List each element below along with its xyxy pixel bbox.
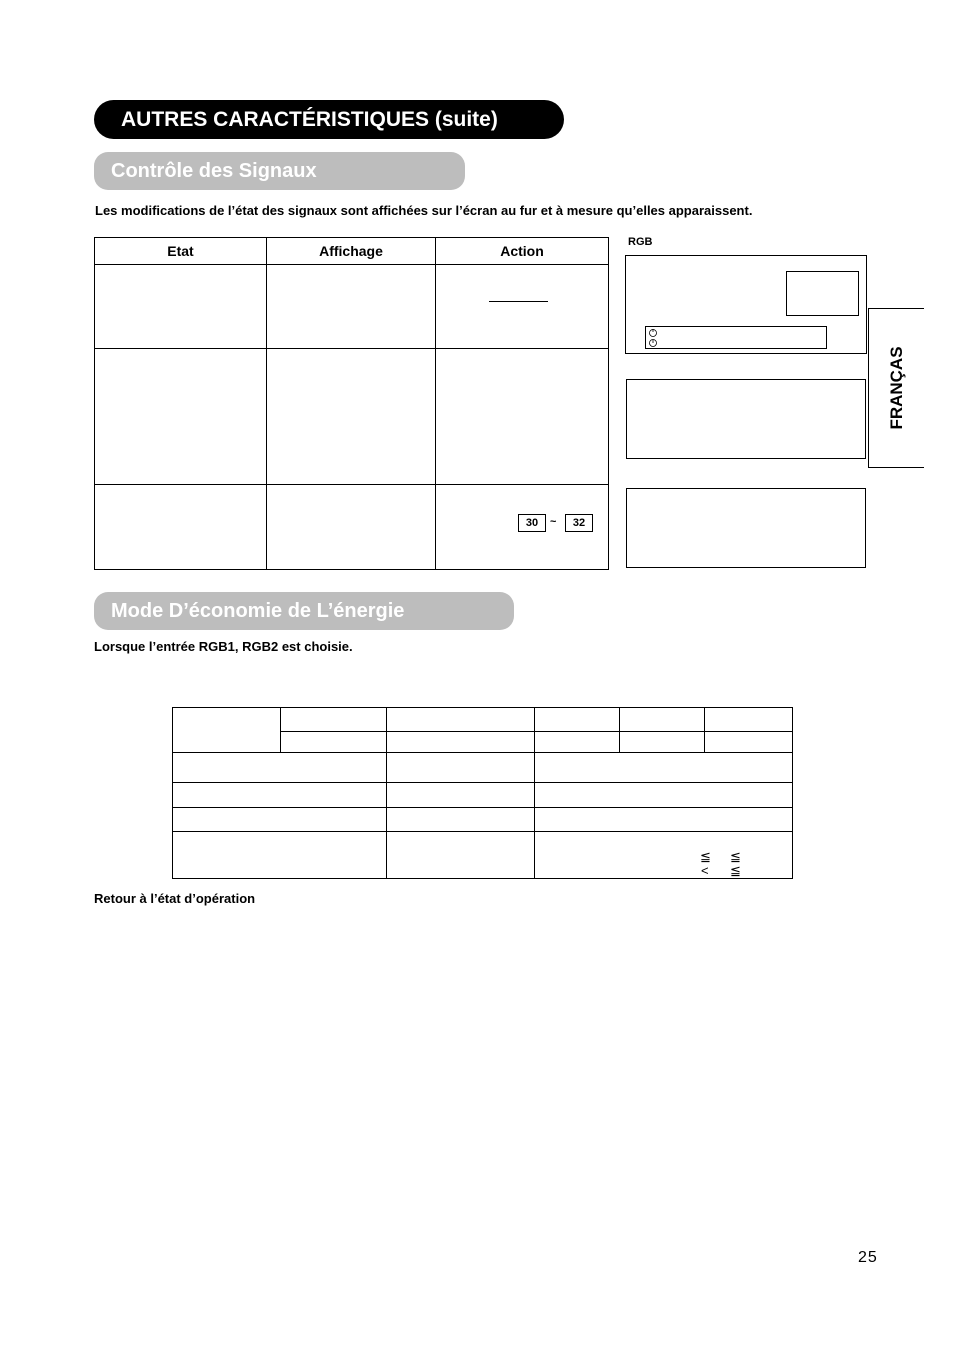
return-to-operation-note: Retour à l’état d’opération	[94, 891, 256, 906]
section-banner-signal-control	[94, 152, 465, 190]
screen-display-2	[626, 379, 866, 459]
less-equal-symbol: ≦	[700, 849, 711, 864]
main-title: AUTRES CARACTÉRISTIQUES (suite)	[121, 108, 498, 131]
page-ref-32-book-icon: 32	[565, 514, 593, 532]
screen-inset-box	[786, 271, 859, 316]
screen-display-3	[626, 488, 866, 568]
section-title-power-saving: Mode D’économie de L’énergie	[111, 600, 405, 622]
page-ref-separator: ~	[550, 516, 557, 528]
page-ref-30-book-icon: 30	[518, 514, 546, 532]
power-standby-icon	[648, 328, 660, 348]
table-header-row	[173, 708, 793, 732]
power-saving-condition: Lorsque l’entrée RGB1, RGB2 est choisie.	[94, 639, 353, 654]
column-header-etat: Etat	[95, 238, 267, 265]
main-title-banner	[94, 100, 564, 139]
table-row	[173, 753, 793, 783]
column-header-action: Action	[436, 238, 609, 265]
less-than-symbol: <	[701, 863, 709, 878]
table-row	[95, 265, 609, 349]
rgb-label: RGB	[628, 236, 653, 248]
screen-status-bar	[645, 326, 827, 349]
less-equal-symbol: ≦	[730, 863, 741, 878]
action-underline	[489, 301, 548, 302]
page-number: 25	[858, 1249, 878, 1266]
less-equal-symbol: ≦	[730, 849, 741, 864]
section-title-signal-control: Contrôle des Signaux	[111, 160, 317, 182]
table-row	[173, 808, 793, 832]
column-header-affichage: Affichage	[267, 238, 436, 265]
language-tab-label: FRANÇAS	[886, 346, 906, 430]
table-row	[173, 783, 793, 808]
signal-intro-text: Les modifications de l’état des signaux sont affichées sur l’écran au fur et à mesure qu’elles apparaissent.	[95, 203, 753, 218]
table-header-row	[95, 238, 609, 265]
section-banner-power-saving	[94, 592, 514, 630]
table-row	[95, 349, 609, 485]
language-tab	[868, 308, 924, 468]
